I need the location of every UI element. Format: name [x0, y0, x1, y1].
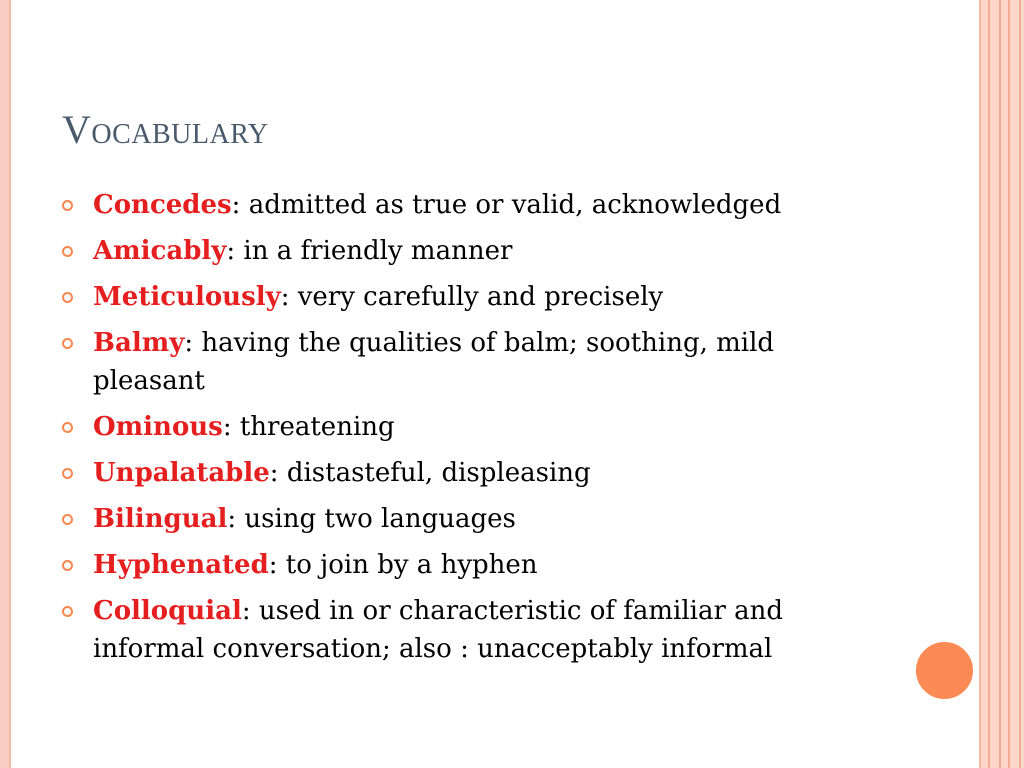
list-item — [62, 408, 862, 446]
vocab-definition: : using two languages — [227, 504, 516, 534]
slide-title: Vocabulary — [62, 107, 269, 152]
bullet-icon — [62, 560, 73, 571]
vocab-definition: : having the qualities of balm; soothing, mild pleasant — [93, 328, 775, 396]
bullet-icon — [62, 514, 73, 525]
list-item — [62, 500, 862, 538]
vocab-definition: : distasteful, displeasing — [269, 458, 591, 488]
vocab-term: Unpalatable — [93, 458, 270, 488]
vocab-term: Bilingual — [93, 504, 228, 534]
vocab-term: Balmy — [93, 328, 185, 358]
bullet-icon — [62, 246, 73, 257]
bullet-icon — [62, 606, 73, 617]
vocab-term: Hyphenated — [93, 550, 269, 580]
list-item — [62, 232, 862, 270]
vocab-term: Amicably — [93, 236, 227, 266]
vocab-definition: : used in or characteristic of familiar and informal conversation; also : unacceptably informal — [93, 596, 784, 664]
decorative-circle — [914, 640, 975, 701]
vocab-definition: : very carefully and precisely — [280, 282, 664, 312]
vocab-definition: : threatening — [222, 412, 395, 442]
vocab-term: Colloquial — [93, 596, 242, 626]
vocab-term: Concedes — [93, 190, 232, 220]
list-item — [62, 546, 862, 584]
vocab-definition: : to join by a hyphen — [268, 550, 538, 580]
bullet-icon — [62, 468, 73, 479]
list-item — [62, 186, 862, 224]
list-item — [62, 592, 862, 668]
left-frame-border — [0, 0, 9, 768]
list-item — [62, 278, 862, 316]
vocab-term: Meticulously — [93, 282, 281, 312]
list-item — [62, 454, 862, 492]
list-item — [62, 324, 862, 400]
left-frame-line — [9, 0, 11, 768]
vocab-term: Ominous — [93, 412, 223, 442]
bullet-icon — [62, 338, 73, 349]
bullet-icon — [62, 422, 73, 433]
vocabulary-list — [62, 186, 862, 676]
right-frame-border — [981, 0, 1024, 768]
bullet-icon — [62, 200, 73, 211]
bullet-icon — [62, 292, 73, 303]
vocab-definition: : in a friendly manner — [226, 236, 513, 266]
vocab-definition: : admitted as true or valid, acknowledged — [231, 190, 782, 220]
